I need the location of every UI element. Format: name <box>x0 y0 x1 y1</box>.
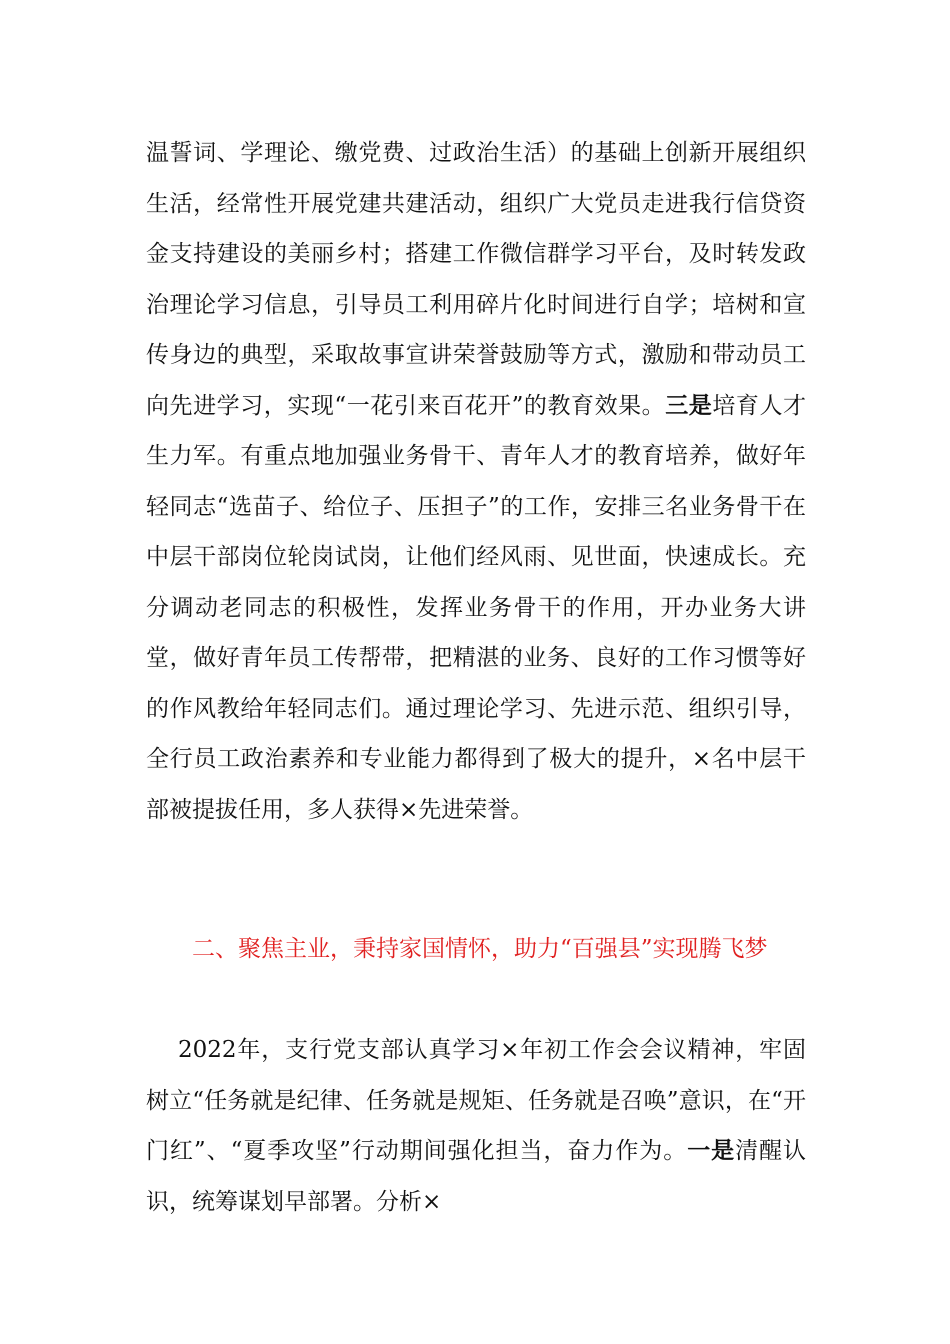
paragraph-text: 清醒认识，统筹谋划早部署。分析× <box>146 1138 807 1215</box>
paragraph-text: 2022年，支行党支部认真学习×年初工作会会议精神，牢固树立“任务就是纪律、任务就是规矩、任务就是召唤”意识，在“开门红”、“夏季攻坚”行动期间强化担当，奋力作为。 <box>146 1037 806 1164</box>
body-paragraph <box>146 128 806 835</box>
paragraph-text: 温誓词、学理论、缴党费、过政治生活）的基础上创新开展组织生活，经常性开展党建共建活动，组织广大党员走进我行信贷资金支持建设的美丽乡村；搭建工作微信群学习平台，及时转发政治理论学习信息，引导员工利用碎片化时间进行自学；培树和宣传身边的典型，采取故事宣讲荣誉鼓励等方式，激励和带动员工向先进学习，实现“一花引来百花开”的教育效果。 <box>146 140 806 419</box>
paragraph-text: 培育人才生力军。有重点地加强业务骨干、青年人才的教育培养，做好年轻同志“选苗子、给位子、压担子”的工作，安排三名业务骨干在中层干部岗位轮岗试岗，让他们经风雨、见世面，快速成长。充分调动老同志的积极性，发挥业务骨干的作用，开办业务大讲堂，做好青年员工传帮带，把精湛的业务、良好的工作习惯等好的作风教给年轻同志们。通过理论学习、先进示范、组织引导，全行员工政治素养和专业能力都得到了极大的提升，×名中层干部被提拔任用，多人获得×先进荣誉。 <box>146 392 807 823</box>
bold-marker: 一是 <box>687 1138 736 1164</box>
bold-marker: 三是 <box>665 392 713 419</box>
body-paragraph <box>146 1025 806 1227</box>
section-heading: 二、聚焦主业，秉持家国情怀，助力“百强县”实现腾飞梦 <box>192 936 768 962</box>
